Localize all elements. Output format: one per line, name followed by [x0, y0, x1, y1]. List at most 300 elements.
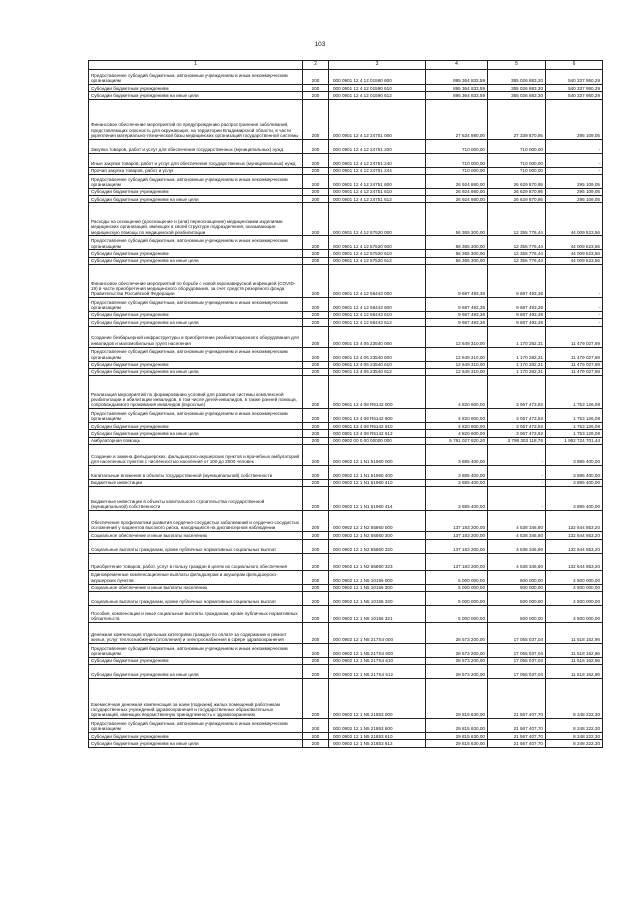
row-approved-amount: 56 365 300,00 [426, 236, 488, 250]
row-unexecuted-amount: - [546, 319, 603, 326]
table-row [89, 465, 603, 479]
row-unexecuted-amount: 11 479 027,69 [546, 347, 603, 361]
row-executed-amount: - [488, 465, 546, 479]
row-unexecuted-amount: 1 952 724 701,44 [546, 437, 603, 444]
row-approved-amount: 29 815 630,00 [426, 733, 488, 740]
row-line-code: 200 [303, 679, 329, 719]
row-unexecuted-amount: 44 009 523,56 [546, 257, 603, 264]
row-approved-amount: 5 000 000,00 [426, 605, 488, 622]
row-unexecuted-amount: 4 500 000,00 [546, 570, 603, 584]
row-name: Финансовое обеспечение мероприятий по предупреждению распространения заболеваний, представляющих опасность для окружающих, на территории Владимирской области, в части укрепления материально-технической базы медицинских организаций государственной системы [89, 99, 303, 139]
row-line-code: 200 [303, 423, 329, 430]
row-name: Бюджетные инвестиции в объекты капитального строительства государственной (муниципальной) собственности [89, 487, 303, 511]
table-row [89, 311, 603, 318]
row-budget-code: 000 0901 12 4 12 24751 240 [329, 153, 426, 167]
row-unexecuted-amount: 4 500 000,00 [546, 605, 603, 622]
row-budget-code: 000 0901 13 4 05 23540 610 [329, 361, 426, 368]
row-name: Предоставление субсидий бюджетным, автономным учреждениям и иным некоммерческим организациям [89, 643, 303, 657]
row-budget-code: 000 0901 12 4 12 01590 612 [329, 92, 426, 99]
table-row [89, 196, 603, 203]
row-executed-amount: 3 067 473,92 [488, 430, 546, 437]
row-approved-amount: 4 820 600,00 [426, 423, 488, 430]
row-approved-amount: 137 183 200,00 [426, 539, 488, 553]
row-approved-amount: 28 573 200,00 [426, 643, 488, 657]
row-line-code: 200 [303, 444, 329, 465]
row-unexecuted-amount: - [546, 311, 603, 318]
row-budget-code: 000 0901 12 4 12 24751 610 [329, 188, 426, 195]
row-unexecuted-amount: 132 644 853,20 [546, 511, 603, 532]
row-executed-amount: 12 355 776,44 [488, 203, 546, 236]
row-name: Ежемесячная денежная компенсация за наем (поднаем) жилых помещений работникам государственных учреждений здравоохранения и государственных образовательных организаций, имеющих ведомственную принадлежность к здравоохранению [89, 679, 303, 719]
row-budget-code: 000 0901 12 4 12 24751 244 [329, 167, 426, 174]
row-approved-amount: 5 751 027 820,20 [426, 437, 488, 444]
row-unexecuted-amount: 132 644 853,20 [546, 532, 603, 539]
table-row [89, 188, 603, 195]
row-executed-amount: 17 055 037,04 [488, 643, 546, 657]
table-row [89, 437, 603, 444]
row-line-code: 200 [303, 139, 329, 153]
row-approved-amount: 895 364 833,59 [426, 85, 488, 92]
row-executed-amount: 17 055 037,04 [488, 657, 546, 664]
row-name: Субсидии бюджетным учреждениям на иные цели [89, 368, 303, 375]
table-row [89, 479, 603, 486]
header-cell-1: 1 [89, 61, 303, 70]
row-name: Субсидии бюджетным учреждениям на иные цели [89, 92, 303, 99]
row-line-code: 200 [303, 430, 329, 437]
table-row [89, 657, 603, 664]
row-name: Субсидии бюджетным учреждениям на иные цели [89, 196, 303, 203]
row-line-code: 200 [303, 376, 329, 409]
row-name: Субсидии бюджетным учреждениям [89, 85, 303, 92]
row-executed-amount: 4 538 346,80 [488, 511, 546, 532]
budget-table-body [89, 61, 603, 748]
row-executed-amount: 21 567 407,70 [488, 719, 546, 733]
row-line-code: 200 [303, 465, 329, 479]
row-budget-code: 000 0901 12 4 12 57520 600 [329, 236, 426, 250]
row-executed-amount: 3 067 473,92 [488, 376, 546, 409]
row-unexecuted-amount: 132 644 853,20 [546, 539, 603, 553]
table-row [89, 423, 603, 430]
row-name: Субсидии бюджетным учреждениям [89, 657, 303, 664]
row-unexecuted-amount: 8 248 222,30 [546, 679, 603, 719]
row-unexecuted-amount: 4 500 000,00 [546, 591, 603, 605]
row-budget-code: 000 0902 00 0 00 00000 000 [329, 437, 426, 444]
row-unexecuted-amount: 11 518 162,96 [546, 657, 603, 664]
row-line-code: 200 [303, 665, 329, 679]
row-name: Субсидии бюджетным учреждениям на иные цели [89, 740, 303, 747]
row-line-code: 200 [303, 532, 329, 539]
row-executed-amount: 500 000,00 [488, 570, 546, 584]
row-unexecuted-amount: 11 479 027,69 [546, 361, 603, 368]
row-budget-code: 000 0901 13 4 08 R5142 610 [329, 423, 426, 430]
row-unexecuted-amount: 11 479 027,69 [546, 326, 603, 347]
row-unexecuted-amount: 3 885 400,00 [546, 487, 603, 511]
row-name: Создание безбарьерной инфраструктуры и приобретение реабилитационного оборудования для инвалидов и маломобильных групп населения [89, 326, 303, 347]
row-name: Бюджетные инвестиции [89, 479, 303, 486]
row-executed-amount: 4 538 346,80 [488, 539, 546, 553]
row-unexecuted-amount: 8 248 222,30 [546, 733, 603, 740]
row-line-code: 200 [303, 196, 329, 203]
row-executed-amount: 17 055 037,04 [488, 622, 546, 643]
row-name: Закупка товаров, работ и услуг для обеспечения государственных (муниципальных) нужд [89, 139, 303, 153]
row-executed-amount: 21 567 407,70 [488, 740, 546, 747]
header-cell-2: 2 [303, 61, 329, 70]
table-row [89, 250, 603, 257]
row-approved-amount: 137 183 200,00 [426, 532, 488, 539]
row-budget-code: 000 0901 12 4 12 58443 612 [329, 319, 426, 326]
row-approved-amount: 710 000,00 [426, 153, 488, 167]
row-budget-code: 000 0901 12 4 12 58443 600 [329, 297, 426, 311]
row-executed-amount: 500 000,00 [488, 605, 546, 622]
row-budget-code: 000 0902 12 1 N1 51960 414 [329, 487, 426, 511]
row-approved-amount: 9 687 493,36 [426, 297, 488, 311]
row-name: Создание и замена фельдшерских, фельдшерско-акушерских пунктов и врачебных амбулаторий для населенных пунктов с численностью населения от 100 до 2000 человек [89, 444, 303, 465]
row-name: Реализация мероприятий по формированию условий для развития системы комплексной реабилитации и абилитации инвалидов, в том числе детей-инвалидов, в также ранней помощи, сопровождаемого проживания инвалидов (взрослые) [89, 376, 303, 409]
row-name: Единовременные компенсационные выплаты фельдшерам и акушерам фельдшерско-акушерских пунктов [89, 570, 303, 584]
table-row [89, 539, 603, 553]
row-line-code: 200 [303, 487, 329, 511]
row-budget-code: 000 0902 12 1 N2 55860 320 [329, 539, 426, 553]
row-budget-code: 000 0902 12 1 N5 217S4 000 [329, 622, 426, 643]
row-approved-amount: 29 815 630,00 [426, 719, 488, 733]
row-executed-amount: 9 687 493,36 [488, 319, 546, 326]
row-budget-code: 000 0901 12 4 12 24751 600 [329, 174, 426, 188]
table-row [89, 167, 603, 174]
row-line-code: 200 [303, 361, 329, 368]
row-unexecuted-amount: 11 479 027,69 [546, 368, 603, 375]
row-name: Субсидии бюджетным учреждениям [89, 361, 303, 368]
row-approved-amount: 137 183 200,00 [426, 553, 488, 570]
row-line-code: 200 [303, 719, 329, 733]
row-line-code: 200 [303, 740, 329, 747]
row-approved-amount: 5 000 000,00 [426, 570, 488, 584]
row-budget-code: 000 0901 12 4 12 24751 200 [329, 139, 426, 153]
row-executed-amount: 1 170 282,31 [488, 347, 546, 361]
row-name: Субсидии бюджетным учреждениям [89, 188, 303, 195]
row-executed-amount: 21 567 407,70 [488, 733, 546, 740]
table-row [89, 430, 603, 437]
row-name: Иные закупки товаров, работ и услуг для обеспечения государственных (муниципальных) нужд [89, 153, 303, 167]
header-cell-3: 3 [329, 61, 426, 70]
row-unexecuted-amount: 4 500 000,00 [546, 584, 603, 591]
row-approved-amount: 12 649 310,00 [426, 347, 488, 361]
row-budget-code: 000 0901 13 4 08 R5142 000 [329, 376, 426, 409]
row-line-code: 200 [303, 347, 329, 361]
table-row [89, 719, 603, 733]
row-unexecuted-amount: 11 518 162,96 [546, 643, 603, 657]
row-unexecuted-amount: 11 518 162,96 [546, 665, 603, 679]
row-name: Расходы на оснащение (дооснащение и (или) переоснащение) медицинскими изделиями медицинских организаций, имеющих в своей структуре подразделения, оказывающие медицинскую помощь по медицинской реабилитации [89, 203, 303, 236]
row-line-code: 200 [303, 188, 329, 195]
row-unexecuted-amount: 44 009 523,56 [546, 236, 603, 250]
row-line-code: 200 [303, 70, 329, 85]
table-row [89, 376, 603, 409]
row-approved-amount: 5 000 000,00 [426, 584, 488, 591]
row-approved-amount: 12 649 310,00 [426, 326, 488, 347]
row-line-code: 200 [303, 622, 329, 643]
row-executed-amount: - [488, 479, 546, 486]
table-row [89, 139, 603, 153]
table-row [89, 679, 603, 719]
row-line-code: 200 [303, 153, 329, 167]
row-executed-amount: 500 000,00 [488, 591, 546, 605]
row-budget-code: 000 0901 12 4 12 24751 612 [329, 196, 426, 203]
row-approved-amount: 28 573 200,00 [426, 622, 488, 643]
row-unexecuted-amount: 3 885 400,00 [546, 479, 603, 486]
table-row [89, 665, 603, 679]
row-line-code: 200 [303, 236, 329, 250]
table-row [89, 643, 603, 657]
row-executed-amount: 355 026 883,30 [488, 85, 546, 92]
table-row [89, 740, 603, 747]
row-approved-amount: 28 573 200,00 [426, 665, 488, 679]
row-name: Субсидии бюджетным учреждениям на иные цели [89, 257, 303, 264]
row-executed-amount: 21 567 407,70 [488, 679, 546, 719]
row-budget-code: 000 0902 12 1 N5 21853 000 [329, 679, 426, 719]
row-budget-code: 000 0902 12 1 N1 51960 400 [329, 465, 426, 479]
row-approved-amount: 27 634 980,00 [426, 99, 488, 139]
table-row [89, 99, 603, 139]
row-budget-code: 000 0901 12 4 12 58443 610 [329, 311, 426, 318]
row-executed-amount: 355 026 883,30 [488, 92, 546, 99]
row-unexecuted-amount: 3 885 400,00 [546, 465, 603, 479]
row-unexecuted-amount: 1 753 126,08 [546, 376, 603, 409]
row-name: Денежная компенсация отдельным категориям граждан по оплате за содержание и ремонт жилья, услуг теплоснабжения (отопления) и электроснабжения в сфере здравоохранения [89, 622, 303, 643]
row-budget-code: 000 0901 13 4 05 23540 612 [329, 368, 426, 375]
row-approved-amount: 28 573 200,00 [426, 657, 488, 664]
row-approved-amount: 137 183 200,00 [426, 511, 488, 532]
row-name: Предоставление субсидий бюджетным, автономным учреждениям и иным некоммерческим организациям [89, 297, 303, 311]
row-line-code: 200 [303, 319, 329, 326]
column-number-header [89, 61, 603, 70]
row-budget-code: 000 0902 12 1 N5 217S4 612 [329, 665, 426, 679]
row-unexecuted-amount: 295 109,05 [546, 196, 603, 203]
row-approved-amount: 9 687 493,36 [426, 311, 488, 318]
row-budget-code: 000 0901 12 4 12 57520 000 [329, 203, 426, 236]
table-row [89, 203, 603, 236]
row-executed-amount: 17 055 037,04 [488, 665, 546, 679]
row-name: Капитальные вложения в объекты государственной (муниципальной) собственности [89, 465, 303, 479]
table-row [89, 326, 603, 347]
row-line-code: 200 [303, 167, 329, 174]
row-line-code: 200 [303, 605, 329, 622]
row-executed-amount: 710 000,00 [488, 139, 546, 153]
row-approved-amount: 9 687 493,36 [426, 319, 488, 326]
table-row [89, 361, 603, 368]
row-budget-code: 000 0901 13 4 08 R5142 600 [329, 409, 426, 423]
row-name: Субсидии бюджетным учреждениям на иные цели [89, 319, 303, 326]
row-approved-amount: 26 924 980,00 [426, 188, 488, 195]
row-executed-amount: - [488, 487, 546, 511]
table-row [89, 153, 603, 167]
row-executed-amount: 12 355 776,44 [488, 236, 546, 250]
row-budget-code: 000 0901 13 4 08 R5142 612 [329, 430, 426, 437]
row-name: Приобретение товаров, работ, услуг в пользу граждан в целях их социального обеспечения [89, 553, 303, 570]
row-approved-amount: 4 820 600,00 [426, 376, 488, 409]
row-budget-code: 000 0901 12 4 12 57520 610 [329, 250, 426, 257]
table-row [89, 584, 603, 591]
row-name: Предоставление субсидий бюджетным, автономным учреждениям и иным некоммерческим организациям [89, 70, 303, 85]
row-budget-code: 000 0902 12 1 N5 217S4 600 [329, 643, 426, 657]
row-approved-amount: 895 364 833,59 [426, 92, 488, 99]
table-row [89, 570, 603, 584]
table-row [89, 622, 603, 643]
header-cell-6: 6 [546, 61, 603, 70]
row-approved-amount: 56 365 300,00 [426, 257, 488, 264]
row-line-code: 200 [303, 311, 329, 318]
row-executed-amount: 26 629 870,95 [488, 188, 546, 195]
row-unexecuted-amount: - [546, 139, 603, 153]
table-row [89, 70, 603, 85]
row-executed-amount: 4 538 346,80 [488, 553, 546, 570]
row-unexecuted-amount: 295 109,05 [546, 99, 603, 139]
table-row [89, 174, 603, 188]
row-executed-amount: 12 355 776,44 [488, 257, 546, 264]
row-executed-amount: 3 067 473,92 [488, 409, 546, 423]
row-name: Предоставление субсидий бюджетным, автономным учреждениям и иным некоммерческим организациям [89, 347, 303, 361]
row-unexecuted-amount: 44 009 523,56 [546, 203, 603, 236]
row-budget-code: 000 0901 12 4 12 58443 000 [329, 264, 426, 297]
row-name: Предоставление субсидий бюджетным, автономным учреждениям и иным некоммерческим организациям [89, 236, 303, 250]
row-name: Предоставление субсидий бюджетным, автономным учреждениям и иным некоммерческим организациям [89, 719, 303, 733]
row-line-code: 200 [303, 264, 329, 297]
row-line-code: 200 [303, 479, 329, 486]
row-name: Социальное обеспечение и иные выплаты населению [89, 532, 303, 539]
table-row [89, 85, 603, 92]
row-approved-amount: 3 885 400,00 [426, 444, 488, 465]
row-name: Субсидии бюджетным учреждениям [89, 733, 303, 740]
row-line-code: 200 [303, 250, 329, 257]
row-name: Амбулаторная помощь [89, 437, 303, 444]
row-executed-amount: 500 000,00 [488, 584, 546, 591]
row-budget-code: 000 0902 12 1 N5 10156 000 [329, 570, 426, 584]
row-budget-code: 000 0902 12 1 N5 21853 610 [329, 733, 426, 740]
row-budget-code: 000 0902 12 1 N5 10156 321 [329, 605, 426, 622]
row-approved-amount: 12 649 310,00 [426, 361, 488, 368]
table-row [89, 257, 603, 264]
row-unexecuted-amount: 540 337 950,29 [546, 70, 603, 85]
row-budget-code: 000 0902 12 1 N2 55860 000 [329, 511, 426, 532]
row-approved-amount: 29 815 630,00 [426, 679, 488, 719]
row-budget-code: 000 0902 12 1 N5 217S4 610 [329, 657, 426, 664]
row-unexecuted-amount: 540 337 950,29 [546, 92, 603, 99]
row-unexecuted-amount: 295 109,05 [546, 188, 603, 195]
row-budget-code: 000 0902 12 1 N5 10156 300 [329, 584, 426, 591]
table-row [89, 347, 603, 361]
row-unexecuted-amount: - [546, 167, 603, 174]
row-name: Субсидии бюджетным учреждениям [89, 423, 303, 430]
row-executed-amount: 27 339 870,95 [488, 99, 546, 139]
row-executed-amount: 355 026 883,30 [488, 70, 546, 85]
row-approved-amount: 56 365 300,00 [426, 250, 488, 257]
row-unexecuted-amount: - [546, 297, 603, 311]
row-budget-code: 000 0902 12 1 N5 10156 320 [329, 591, 426, 605]
row-name: Финансовое обеспечение мероприятий по борьбе с новой коронавирусной инфекцией (COVID-19) в части приобретения медицинского оборудования, за счет средств резервного фонда Правительства Российской Федерации [89, 264, 303, 297]
row-budget-code: 000 0902 12 1 N2 55860 300 [329, 532, 426, 539]
row-name: Субсидии бюджетным учреждениям [89, 311, 303, 318]
table-row [89, 591, 603, 605]
header-cell-4: 4 [426, 61, 488, 70]
table-row [89, 511, 603, 532]
row-approved-amount: 4 820 600,00 [426, 409, 488, 423]
table-row [89, 487, 603, 511]
row-line-code: 200 [303, 368, 329, 375]
table-row [89, 264, 603, 297]
row-budget-code: 000 0901 12 4 12 01590 600 [329, 70, 426, 85]
row-budget-code: 000 0902 12 1 N2 55860 323 [329, 553, 426, 570]
row-unexecuted-amount: 1 753 126,08 [546, 409, 603, 423]
row-executed-amount: 1 170 282,31 [488, 368, 546, 375]
row-executed-amount: 26 629 870,95 [488, 174, 546, 188]
row-line-code: 200 [303, 257, 329, 264]
row-budget-code: 000 0902 12 1 N5 21853 600 [329, 719, 426, 733]
row-line-code: 200 [303, 733, 329, 740]
row-name: Субсидии бюджетным учреждениям на иные цели [89, 665, 303, 679]
header-cell-5: 5 [488, 61, 546, 70]
row-unexecuted-amount: 8 248 222,30 [546, 719, 603, 733]
row-line-code: 200 [303, 657, 329, 664]
row-executed-amount: 12 355 776,44 [488, 250, 546, 257]
row-approved-amount: 5 000 000,00 [426, 591, 488, 605]
row-approved-amount: 895 364 833,59 [426, 70, 488, 85]
row-line-code: 200 [303, 591, 329, 605]
row-approved-amount: 56 365 300,00 [426, 203, 488, 236]
row-line-code: 200 [303, 99, 329, 139]
row-unexecuted-amount: - [546, 264, 603, 297]
row-unexecuted-amount: 1 753 126,08 [546, 430, 603, 437]
row-name: Социальные выплаты гражданам, кроме публичных нормативных социальных выплат [89, 539, 303, 553]
row-executed-amount: 9 687 493,36 [488, 311, 546, 318]
row-name: Предоставление субсидий бюджетным, автономным учреждениям и иным некоммерческим организациям [89, 409, 303, 423]
table-row [89, 409, 603, 423]
row-name: Субсидии бюджетным учреждениям [89, 250, 303, 257]
row-line-code: 200 [303, 584, 329, 591]
row-line-code: 200 [303, 511, 329, 532]
row-approved-amount: 26 924 980,00 [426, 174, 488, 188]
row-executed-amount: 3 798 303 118,76 [488, 437, 546, 444]
row-line-code: 200 [303, 409, 329, 423]
row-budget-code: 000 0902 12 1 N1 51960 000 [329, 444, 426, 465]
row-line-code: 200 [303, 643, 329, 657]
row-executed-amount: 4 538 346,80 [488, 532, 546, 539]
table-row [89, 532, 603, 539]
row-budget-code: 000 0902 12 1 N1 51960 410 [329, 479, 426, 486]
row-line-code: 200 [303, 174, 329, 188]
row-unexecuted-amount: 3 885 400,00 [546, 444, 603, 465]
row-line-code: 200 [303, 297, 329, 311]
row-line-code: 200 [303, 203, 329, 236]
row-name: Пособия, компенсации и иные социальные выплаты гражданам, кроме публичных нормативных обязательств [89, 605, 303, 622]
table-row [89, 553, 603, 570]
row-executed-amount: 710 000,00 [488, 153, 546, 167]
row-name: Социальное обеспечение и иные выплаты населению [89, 584, 303, 591]
table-row [89, 92, 603, 99]
row-unexecuted-amount: 1 753 126,08 [546, 423, 603, 430]
row-executed-amount: 3 067 473,92 [488, 423, 546, 430]
row-unexecuted-amount: 295 109,05 [546, 174, 603, 188]
row-budget-code: 000 0901 12 4 12 57520 612 [329, 257, 426, 264]
row-executed-amount: 9 687 493,36 [488, 297, 546, 311]
table-row [89, 605, 603, 622]
row-executed-amount: 710 000,00 [488, 167, 546, 174]
row-line-code: 200 [303, 570, 329, 584]
table-row [89, 368, 603, 375]
row-approved-amount: 3 885 400,00 [426, 479, 488, 486]
row-budget-code: 000 0901 12 4 12 01590 610 [329, 85, 426, 92]
row-unexecuted-amount: - [546, 153, 603, 167]
row-unexecuted-amount: 132 644 853,20 [546, 553, 603, 570]
row-budget-code: 000 0901 13 4 05 23540 000 [329, 326, 426, 347]
